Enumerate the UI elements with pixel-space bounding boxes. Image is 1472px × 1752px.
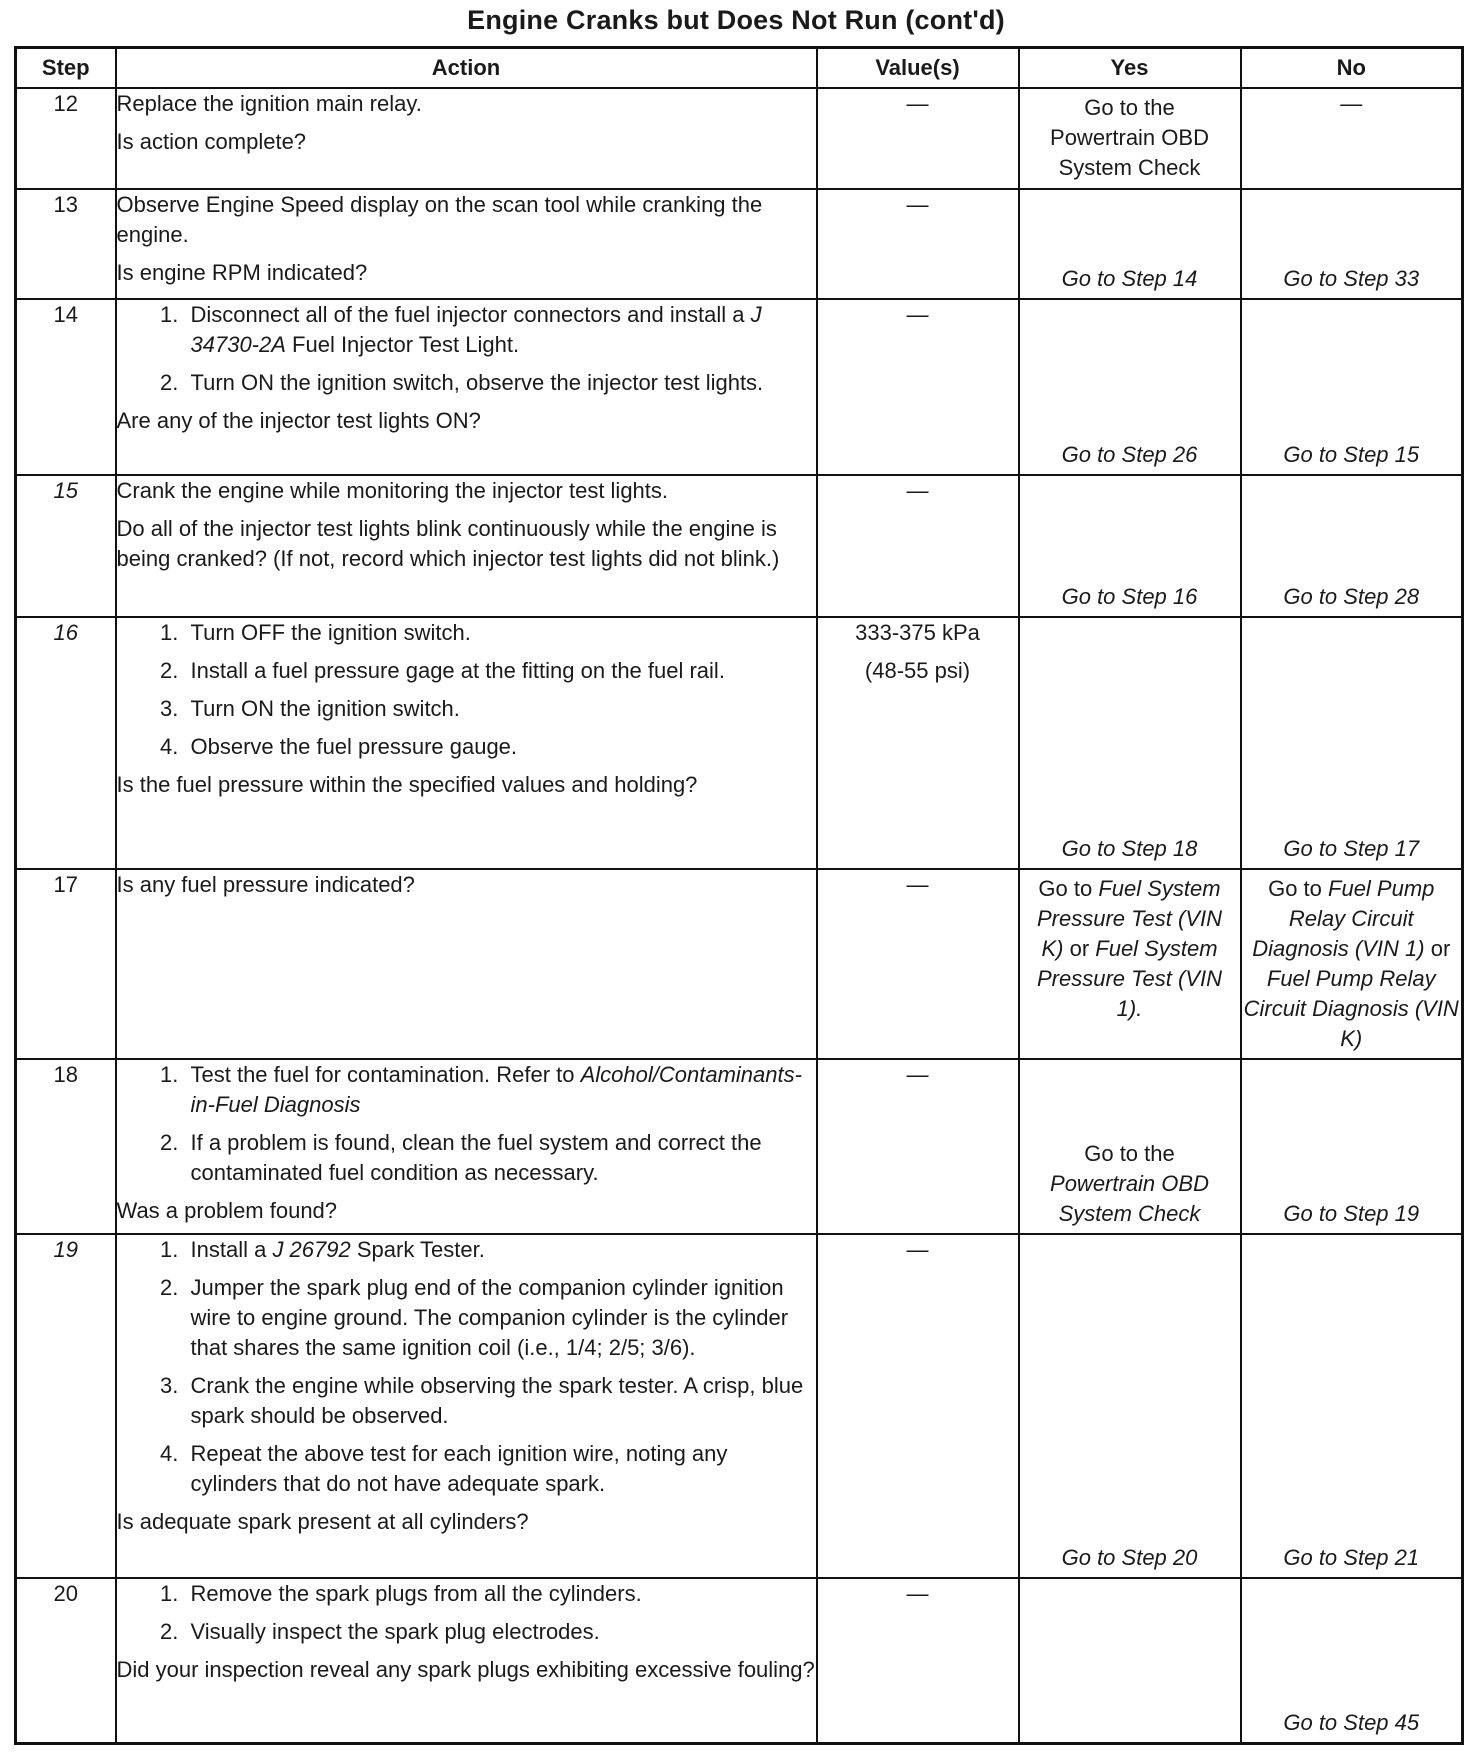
action-cell [116, 189, 817, 299]
action-list [117, 1235, 816, 1499]
action-cell [116, 299, 817, 475]
yes-text: Go to the [1084, 95, 1175, 120]
yes-link[interactable]: Go to Step 14 [1061, 266, 1198, 291]
list-item: 2. Jumper the spark plug end of the companion cylinder ignition wire to engine ground. The companion cylinder is the cylinder that shares the same ignition coil (i.e., 1/4; 2/5; 3/6). [185, 1273, 816, 1363]
value-kpa: 333-375 kPa [855, 620, 980, 645]
action-question: Is any fuel pressure indicated? [116, 872, 415, 897]
step-number: 13 [16, 189, 116, 299]
yes-text: Powertrain OBD [1050, 125, 1209, 150]
action-cell [116, 1234, 817, 1578]
value-cell: — [817, 1059, 1019, 1234]
action-cell [116, 475, 817, 617]
step-number: 18 [16, 1059, 116, 1234]
table-row [16, 1059, 1463, 1234]
value-cell: — [817, 1234, 1019, 1578]
step-number: 16 [16, 617, 116, 869]
yes-text: System Check [1058, 155, 1201, 180]
no-link[interactable]: Go to Step 21 [1283, 1545, 1420, 1570]
yes-link[interactable]: Go to Step 26 [1061, 442, 1198, 467]
action-list [117, 618, 816, 762]
value-cell: — [817, 475, 1019, 617]
action-text: Observe Engine Speed display on the scan tool while cranking the engine. [116, 192, 763, 247]
step-number: 17 [16, 869, 116, 1059]
action-cell [116, 1059, 817, 1234]
fuel-pressure-test-vin-1-link[interactable]: Fuel System Pressure Test (VIN 1) [1036, 936, 1223, 1021]
yes-cell [1019, 1578, 1241, 1743]
list-item: 2. Visually inspect the spark plug electrodes. [185, 1617, 816, 1647]
header-values: Value(s) [817, 48, 1019, 89]
action-cell [116, 1578, 817, 1743]
contaminants-diagnosis-link[interactable]: Alcohol/Contaminants-in-Fuel Diagnosis [190, 1062, 802, 1117]
page-title: Engine Cranks but Does Not Run (cont'd) [467, 5, 1005, 35]
action-question: Is engine RPM indicated? [116, 260, 368, 285]
list-item: 1. Turn OFF the ignition switch. [185, 618, 816, 648]
yes-link[interactable]: Go to Step 20 [1061, 1545, 1198, 1570]
no-cell [1241, 1578, 1463, 1743]
action-question: Was a problem found? [116, 1198, 338, 1223]
tool-reference: J 34730-2A [190, 302, 762, 357]
table-row [16, 299, 1463, 475]
no-link[interactable]: Go to Step 33 [1283, 266, 1420, 291]
no-cell [1241, 299, 1463, 475]
yes-cell [1019, 1234, 1241, 1578]
list-item: 3. Turn ON the ignition switch. [185, 694, 816, 724]
no-link[interactable]: Go to Step 45 [1283, 1709, 1420, 1735]
value-cell [817, 617, 1019, 869]
table-row [16, 189, 1463, 299]
no-link[interactable]: Go to Step 15 [1283, 442, 1420, 467]
value-cell: — [817, 1578, 1019, 1743]
yes-cell [1019, 1059, 1241, 1234]
fuel-pump-relay-vin-k-link[interactable]: Fuel Pump Relay Circuit Diagnosis (VIN K) [1243, 966, 1459, 1051]
table-row [16, 475, 1463, 617]
action-question: Is action complete? [116, 129, 307, 154]
no-link[interactable]: Go to Step 28 [1283, 584, 1420, 609]
step-number: 14 [16, 299, 116, 475]
action-list [117, 1579, 816, 1647]
action-list [117, 1060, 816, 1188]
table-row [16, 1234, 1463, 1578]
no-link[interactable]: Go to Step 17 [1283, 836, 1420, 861]
action-list [117, 300, 816, 398]
tool-reference: J 26792 [272, 1237, 351, 1262]
list-item: 4. Observe the fuel pressure gauge. [185, 732, 816, 762]
value-psi: (48-55 psi) [864, 658, 971, 683]
action-cell [116, 869, 817, 1059]
no-cell [1241, 189, 1463, 299]
no-link[interactable]: Go to Fuel Pump Relay Circuit Diagnosis (VIN 1) or Fuel Pump Relay Circuit Diagnosis (VIN K) [1243, 876, 1459, 1051]
action-question: Is adequate spark present at all cylinders? [116, 1509, 529, 1534]
action-question: Is the fuel pressure within the specified values and holding? [116, 772, 698, 797]
value-cell: — [817, 189, 1019, 299]
no-cell [1241, 475, 1463, 617]
yes-link[interactable]: Go to the Powertrain OBD System Check [1050, 1141, 1209, 1226]
list-item: 1. Install a J 26792 Spark Tester. [185, 1235, 816, 1265]
fuel-pump-relay-vin-1-link[interactable]: Fuel Pump Relay Circuit Diagnosis (VIN 1) [1252, 876, 1435, 961]
yes-link[interactable]: Go to Step 18 [1061, 836, 1198, 861]
action-question: Do all of the injector test lights blink continuously while the engine is being cranked? (If not, record which injector test lights did not blink.) [116, 516, 780, 571]
list-item: 2. If a problem is found, clean the fuel system and correct the contaminated fuel condition as necessary. [185, 1128, 816, 1188]
action-question: Did your inspection reveal any spark plugs exhibiting excessive fouling? [116, 1657, 815, 1682]
no-cell [1241, 617, 1463, 869]
action-text: Crank the engine while monitoring the injector test lights. [116, 478, 669, 503]
yes-cell [1019, 189, 1241, 299]
step-number: 20 [16, 1578, 116, 1743]
value-cell: — [817, 88, 1019, 189]
header-step: Step [16, 48, 116, 89]
header-yes: Yes [1019, 48, 1241, 89]
step-number: 12 [16, 88, 116, 189]
value-cell: — [817, 869, 1019, 1059]
action-text: Replace the ignition main relay. [116, 91, 422, 116]
no-cell [1241, 1234, 1463, 1578]
table-header-row [16, 48, 1463, 89]
step-number: 15 [16, 475, 116, 617]
no-link[interactable]: Go to Step 19 [1283, 1201, 1420, 1226]
list-item: 1. Test the fuel for contamination. Refer to Alcohol/Contaminants-in-Fuel Diagnosis [185, 1060, 816, 1120]
yes-cell [1019, 299, 1241, 475]
table-row [16, 88, 1463, 189]
value-cell: — [817, 299, 1019, 475]
yes-link[interactable]: Go to Step 16 [1061, 584, 1198, 609]
list-item: 1. Remove the spark plugs from all the cylinders. [185, 1579, 816, 1609]
yes-link[interactable]: Go to Fuel System Pressure Test (VIN K) or Fuel System Pressure Test (VIN 1). [1036, 876, 1223, 1021]
table-row [16, 617, 1463, 869]
yes-cell [1019, 475, 1241, 617]
table-row [16, 1578, 1463, 1743]
list-item: 2. Turn ON the ignition switch, observe the injector test lights. [185, 368, 816, 398]
table-row [16, 869, 1463, 1059]
list-item: 2. Install a fuel pressure gage at the fitting on the fuel rail. [185, 656, 816, 686]
diagnostic-table [14, 46, 1464, 1745]
yes-link[interactable] [1020, 89, 1240, 183]
step-number: 19 [16, 1234, 116, 1578]
yes-cell [1019, 869, 1241, 1059]
no-cell [1241, 1059, 1463, 1234]
no-cell: — [1241, 88, 1463, 189]
action-cell [116, 88, 817, 189]
action-question: Are any of the injector test lights ON? [116, 408, 481, 433]
list-item: 4. Repeat the above test for each ignition wire, noting any cylinders that do not have adequate spark. [185, 1439, 816, 1499]
yes-cell [1019, 88, 1241, 189]
action-cell [116, 617, 817, 869]
list-item: 1. Disconnect all of the fuel injector connectors and install a J 34730-2A Fuel Injector Test Light. [185, 300, 816, 360]
fuel-pressure-test-vin-k-link[interactable]: Fuel System Pressure Test (VIN K) [1036, 876, 1223, 961]
header-no: No [1241, 48, 1463, 89]
no-cell [1241, 869, 1463, 1059]
header-action: Action [116, 48, 817, 89]
list-item: 3. Crank the engine while observing the spark tester. A crisp, blue spark should be observed. [185, 1371, 816, 1431]
yes-cell [1019, 617, 1241, 869]
